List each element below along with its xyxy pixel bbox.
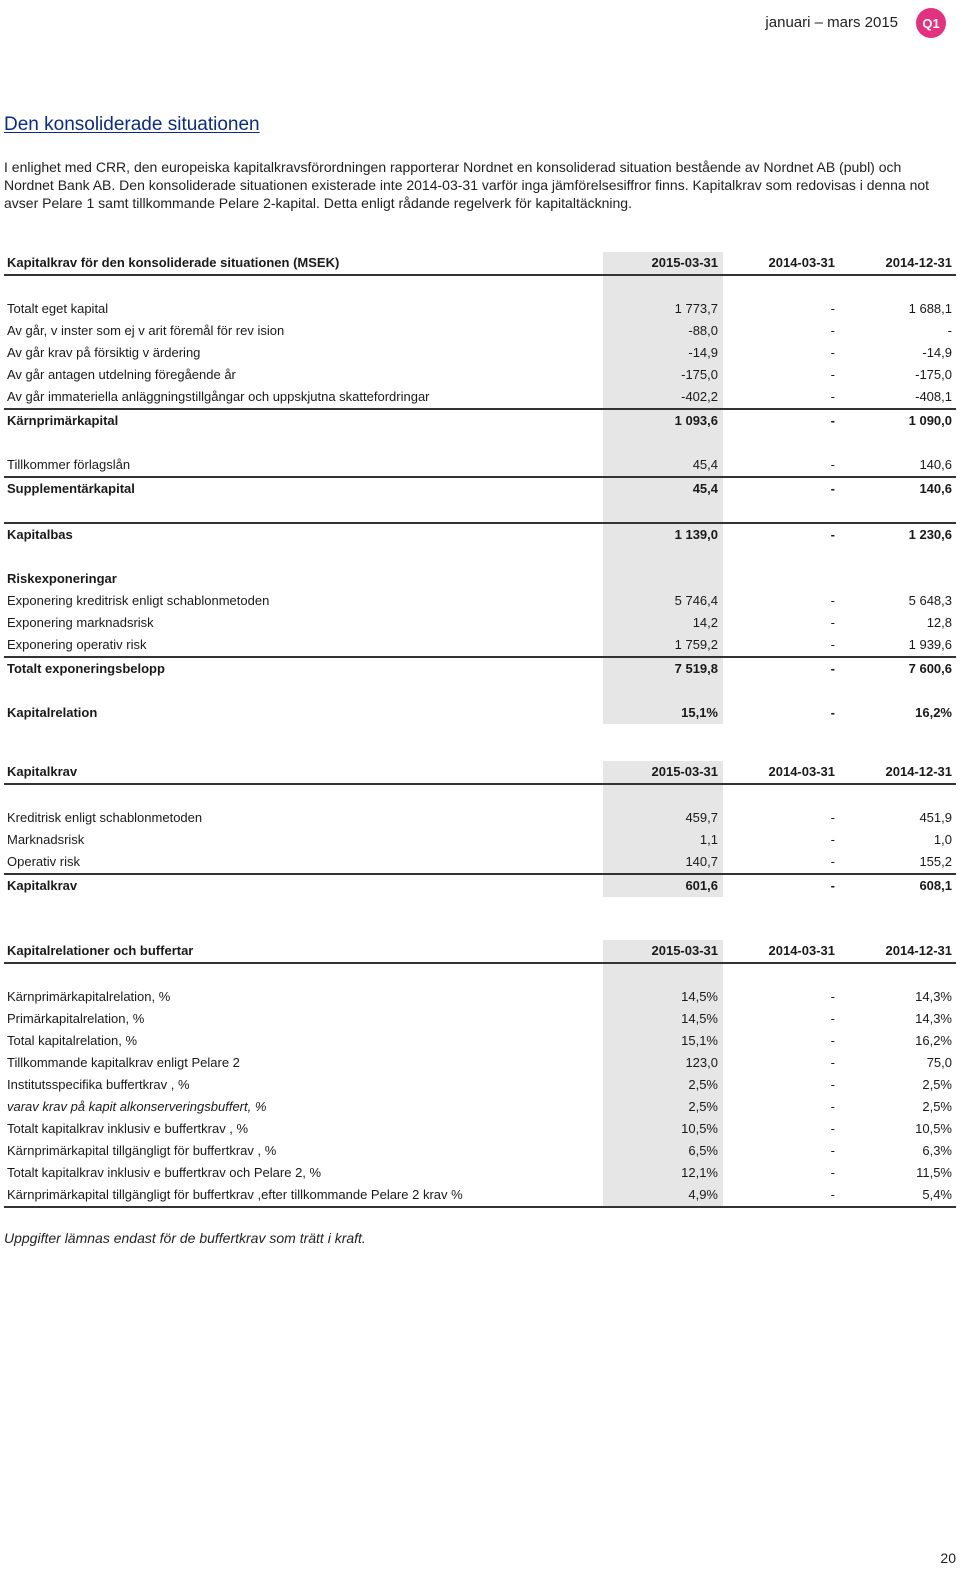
row-value: 12,8 — [926, 615, 952, 630]
row-label: Av går antagen utdelning föregående år — [7, 367, 236, 382]
table-row — [4, 432, 956, 454]
table-row — [4, 1140, 956, 1162]
row-value: 75,0 — [926, 1055, 952, 1070]
row-label: Av går krav på försiktig v ärdering — [7, 345, 201, 360]
row-value: 7 600,6 — [908, 661, 952, 676]
row-value: 14,2 — [692, 615, 718, 630]
table-row — [4, 1162, 956, 1184]
table-row — [4, 276, 956, 298]
row-value: - — [830, 989, 835, 1004]
column-header-date: 2014-12-31 — [885, 764, 952, 779]
intro-paragraph: I enlighet med CRR, den europeiska kapitalkravsförordningen rapporterar Nordnet en konsoliderad situation bestående av Nordnet AB (publ) och Nordnet Bank AB. Den konsoliderade situationen existerade inte 2014-03-31 varför inga jämförelsesiffror finns. Kapitalkrav som redovisas i denna not avser Pelare 1 samt tillkommande Pelare 2-kapital. Detta enligt rådande regelverk för kapitaltäckning. — [4, 159, 930, 211]
row-label: Kapitalrelation — [7, 705, 98, 720]
row-value: - — [830, 367, 835, 382]
table-row — [4, 785, 956, 807]
table-row — [4, 298, 956, 320]
row-value: 12,1% — [681, 1165, 718, 1180]
row-value: 155,2 — [919, 854, 952, 869]
table-row — [4, 1118, 956, 1140]
table-title: Kapitalrelationer och buffertar — [7, 943, 194, 958]
section-title: Den konsoliderade situationen — [4, 114, 260, 135]
row-label: Kapitalkrav — [7, 878, 78, 893]
row-value: - — [830, 301, 835, 316]
row-value: 459,7 — [685, 810, 718, 825]
table-row — [4, 829, 956, 851]
table-row — [4, 680, 956, 702]
row-label: Exponering kreditrisk enligt schablonmetoden — [7, 593, 270, 608]
row-value: - — [830, 527, 835, 542]
row-label: Total kapitalrelation, % — [7, 1033, 138, 1048]
row-value: 1 773,7 — [674, 301, 718, 316]
row-value: 14,5% — [681, 1011, 718, 1026]
row-value: - — [830, 1121, 835, 1136]
row-value: 7 519,8 — [674, 661, 718, 676]
row-label: Exponering operativ risk — [7, 637, 147, 652]
row-value: 2,5% — [688, 1099, 718, 1114]
column-header-date: 2015-03-31 — [651, 255, 718, 270]
row-value: 11,5% — [916, 1165, 952, 1180]
row-value: 45,4 — [692, 457, 718, 472]
row-value: 140,6 — [919, 457, 952, 472]
row-value: 123,0 — [685, 1055, 718, 1070]
row-value: 2,5% — [922, 1099, 952, 1114]
row-value: 10,5% — [915, 1121, 952, 1136]
table-row — [4, 410, 956, 432]
row-value: 16,2% — [915, 705, 952, 720]
column-header-date: 2014-03-31 — [768, 943, 835, 958]
row-value: - — [830, 878, 835, 893]
row-label: varav krav på kapit alkonserveringsbuffert, % — [7, 1099, 267, 1114]
row-value: - — [830, 1077, 835, 1092]
table-row — [4, 875, 956, 897]
row-value: -14,9 — [922, 345, 952, 360]
row-label: Tillkommande kapitalkrav enligt Pelare 2 — [7, 1055, 240, 1070]
row-value: 140,7 — [685, 854, 718, 869]
row-value: -14,9 — [688, 345, 718, 360]
capital-ratios-buffers-table — [4, 940, 956, 1208]
row-value: 608,1 — [919, 878, 952, 893]
row-value: - — [830, 637, 835, 652]
table-header — [4, 761, 956, 785]
row-value: 5,4% — [922, 1187, 952, 1202]
row-label: Kärnprimärkapital — [7, 413, 119, 428]
column-header-date: 2015-03-31 — [651, 764, 718, 779]
row-value: - — [830, 481, 835, 496]
row-value: - — [830, 389, 835, 404]
row-label: Kapitalbas — [7, 527, 73, 542]
row-value: 2,5% — [688, 1077, 718, 1092]
row-value: - — [830, 1187, 835, 1202]
page-number: 20 — [940, 1550, 956, 1566]
row-value: 15,1% — [681, 705, 718, 720]
row-value: - — [830, 615, 835, 630]
capital-requirements-table — [4, 761, 956, 897]
row-value: 1 090,0 — [908, 413, 952, 428]
row-label: Totalt kapitalkrav inklusiv e buffertkrav och Pelare 2, % — [7, 1165, 322, 1180]
row-value: - — [830, 661, 835, 676]
row-value: -88,0 — [688, 323, 718, 338]
row-label: Tillkommer förlagslån — [7, 457, 131, 472]
row-value: - — [830, 593, 835, 608]
table-row — [4, 320, 956, 342]
row-label: Kärnprimärkapital tillgängligt för buffertkrav , % — [7, 1143, 277, 1158]
row-value: 14,3% — [915, 989, 952, 1004]
row-value: - — [947, 323, 952, 338]
table-row — [4, 386, 956, 410]
row-value: - — [830, 323, 835, 338]
row-value: - — [830, 413, 835, 428]
table-row — [4, 1052, 956, 1074]
row-value: 1 139,0 — [674, 527, 718, 542]
table-row — [4, 851, 956, 875]
row-value: 1,0 — [933, 832, 952, 847]
table-title: Kapitalkrav för den konsoliderade situationen (MSEK) — [7, 255, 340, 270]
row-value: 1 939,6 — [908, 637, 952, 652]
row-label: Kärnprimärkapitalrelation, % — [7, 989, 171, 1004]
table-row — [4, 1030, 956, 1052]
table-row — [4, 1184, 956, 1208]
table-row — [4, 986, 956, 1008]
row-value: 14,5% — [681, 989, 718, 1004]
table-title: Kapitalkrav — [7, 764, 78, 779]
table-row — [4, 342, 956, 364]
row-value: 15,1% — [681, 1033, 718, 1048]
table-row — [4, 702, 956, 724]
table-row — [4, 1074, 956, 1096]
row-label: Operativ risk — [7, 854, 80, 869]
row-label: Marknadsrisk — [7, 832, 85, 847]
column-header-date: 2014-03-31 — [768, 255, 835, 270]
table-row — [4, 590, 956, 612]
row-value: - — [830, 705, 835, 720]
row-value: - — [830, 1055, 835, 1070]
table-header — [4, 252, 956, 276]
row-value: 6,3% — [922, 1143, 952, 1158]
footnote: Uppgifter lämnas endast för de buffertkrav som trätt i kraft. — [4, 1230, 366, 1246]
row-value: -402,2 — [681, 389, 718, 404]
row-value: - — [830, 1011, 835, 1026]
table-row — [4, 658, 956, 680]
row-value: 14,3% — [915, 1011, 952, 1026]
row-label: Totalt eget kapital — [7, 301, 109, 316]
row-label: Av går immateriella anläggningstillgångar och uppskjutna skattefordringar — [7, 389, 430, 404]
row-value: - — [830, 1033, 835, 1048]
table-row — [4, 478, 956, 500]
row-value: 1 093,6 — [674, 413, 718, 428]
table-row — [4, 1008, 956, 1030]
header-period: januari – mars 2015 — [765, 14, 898, 31]
row-value: 1 759,2 — [674, 637, 718, 652]
row-value: - — [830, 832, 835, 847]
row-value: 2,5% — [922, 1077, 952, 1092]
row-value: 1,1 — [699, 832, 718, 847]
table-row — [4, 634, 956, 658]
row-value: - — [830, 854, 835, 869]
table-row — [4, 964, 956, 986]
row-label: Totalt kapitalkrav inklusiv e buffertkrav , % — [7, 1121, 249, 1136]
row-value: 1 230,6 — [908, 527, 952, 542]
table-row — [4, 807, 956, 829]
row-value: - — [830, 1165, 835, 1180]
row-label: Exponering marknadsrisk — [7, 615, 154, 630]
table-row — [4, 500, 956, 524]
column-header-date: 2015-03-31 — [651, 943, 718, 958]
capital-requirement-table — [4, 252, 956, 724]
row-value: - — [830, 1143, 835, 1158]
quarter-badge: Q1 — [916, 8, 946, 38]
row-value: - — [830, 457, 835, 472]
table-row — [4, 1096, 956, 1118]
row-value: - — [830, 1099, 835, 1114]
row-value: - — [830, 345, 835, 360]
row-label: Totalt exponeringsbelopp — [7, 661, 165, 676]
row-value: 45,4 — [692, 481, 718, 496]
row-value: 6,5% — [688, 1143, 718, 1158]
row-value: 1 688,1 — [908, 301, 952, 316]
row-label: Kärnprimärkapital tillgängligt för buffertkrav ,efter tillkommande Pelare 2 krav % — [7, 1187, 463, 1202]
row-value: 5 746,4 — [674, 593, 718, 608]
row-label: Riskexponeringar — [7, 571, 117, 586]
row-label: Kreditrisk enligt schablonmetoden — [7, 810, 203, 825]
table-row — [4, 524, 956, 546]
table-header — [4, 940, 956, 964]
row-value: 16,2% — [915, 1033, 952, 1048]
row-value: 5 648,3 — [908, 593, 952, 608]
column-header-date: 2014-03-31 — [768, 764, 835, 779]
row-value: - — [830, 810, 835, 825]
row-label: Av går, v inster som ej v arit föremål för rev ision — [7, 323, 285, 338]
table-row — [4, 364, 956, 386]
row-label: Primärkapitalrelation, % — [7, 1011, 145, 1026]
row-value: -175,0 — [681, 367, 718, 382]
row-value: 601,6 — [685, 878, 718, 893]
row-value: 451,9 — [919, 810, 952, 825]
row-value: 140,6 — [919, 481, 952, 496]
row-value: -408,1 — [915, 389, 952, 404]
table-row — [4, 568, 956, 590]
table-row — [4, 612, 956, 634]
table-row — [4, 546, 956, 568]
row-label: Institutsspecifika buffertkrav , % — [7, 1077, 190, 1092]
column-header-date: 2014-12-31 — [885, 255, 952, 270]
column-header-date: 2014-12-31 — [885, 943, 952, 958]
row-value: -175,0 — [915, 367, 952, 382]
row-label: Supplementärkapital — [7, 481, 135, 496]
row-value: 10,5% — [681, 1121, 718, 1136]
row-value: 4,9% — [688, 1187, 718, 1202]
table-row — [4, 454, 956, 478]
